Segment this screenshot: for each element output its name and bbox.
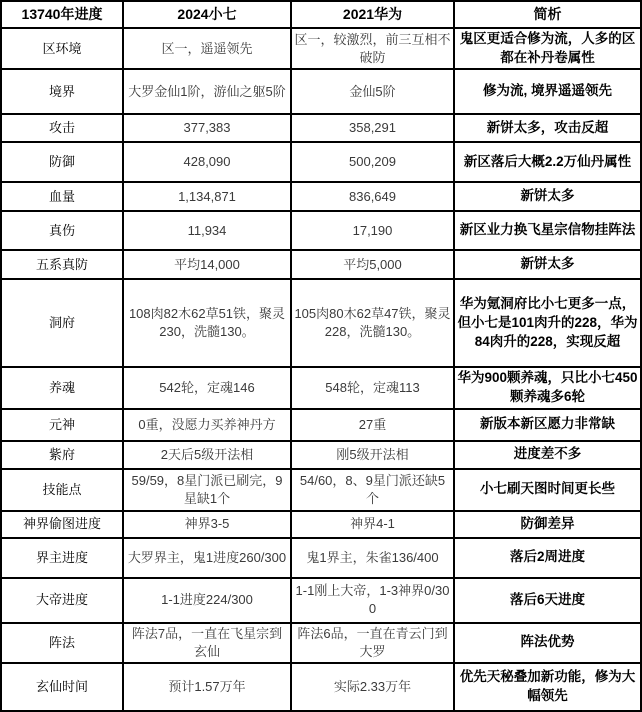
cell-xiaoqi-value: 大罗金仙1阶，游仙之躯5阶 <box>123 69 291 114</box>
cell-huawei-value: 17,190 <box>291 211 454 250</box>
header-progress-year: 13740年进度 <box>1 1 123 28</box>
cell-analysis: 新饼太多，攻击反超 <box>454 114 641 142</box>
table-row <box>1 69 641 114</box>
cell-analysis: 落后6天进度 <box>454 578 641 623</box>
cell-huawei-value: 836,649 <box>291 182 454 211</box>
header-2021-huawei: 2021华为 <box>291 1 454 28</box>
table-row <box>1 211 641 250</box>
cell-analysis: 新区落后大概2.2万仙丹属性 <box>454 142 641 182</box>
cell-xiaoqi-value: 神界3-5 <box>123 511 291 538</box>
table-row <box>1 409 641 441</box>
table-row <box>1 511 641 538</box>
cell-xiaoqi-value: 预计1.57万年 <box>123 663 291 711</box>
row-label: 血量 <box>1 182 123 211</box>
cell-xiaoqi-value: 59/59，8星门派已刷完，9星缺1个 <box>123 469 291 511</box>
cell-analysis: 新版本新区愿力非常缺 <box>454 409 641 441</box>
table-row <box>1 538 641 578</box>
cell-xiaoqi-value: 1-1进度224/300 <box>123 578 291 623</box>
row-label: 神界偷图进度 <box>1 511 123 538</box>
cell-huawei-value: 平均5,000 <box>291 250 454 279</box>
table-row <box>1 469 641 511</box>
cell-huawei-value: 358,291 <box>291 114 454 142</box>
cell-analysis: 小七刷天图时间更长些 <box>454 469 641 511</box>
row-label: 洞府 <box>1 279 123 367</box>
cell-xiaoqi-value: 平均14,000 <box>123 250 291 279</box>
cell-xiaoqi-value: 1,134,871 <box>123 182 291 211</box>
row-label: 境界 <box>1 69 123 114</box>
row-label: 玄仙时间 <box>1 663 123 711</box>
cell-xiaoqi-value: 428,090 <box>123 142 291 182</box>
cell-analysis: 进度差不多 <box>454 441 641 469</box>
cell-analysis: 新区业力换飞星宗信物挂阵法 <box>454 211 641 250</box>
cell-huawei-value: 105肉80木62草47铁，聚灵228，洗髓130。 <box>291 279 454 367</box>
table-row <box>1 28 641 69</box>
cell-analysis: 华为氪洞府比小七更多一点，但小七是101肉升的228，华为84肉升的228，实现反超 <box>454 279 641 367</box>
cell-analysis: 阵法优势 <box>454 623 641 663</box>
cell-huawei-value: 1-1刚上大帝，1-3神界0/300 <box>291 578 454 623</box>
cell-analysis: 新饼太多 <box>454 182 641 211</box>
cell-xiaoqi-value: 11,934 <box>123 211 291 250</box>
cell-huawei-value: 区一，较激烈，前三互相不破防 <box>291 28 454 69</box>
cell-xiaoqi-value: 阵法7品，一直在飞星宗到玄仙 <box>123 623 291 663</box>
table-body <box>1 28 641 711</box>
cell-analysis: 修为流, 境界遥遥领先 <box>454 69 641 114</box>
cell-xiaoqi-value: 108肉82木62草51铁，聚灵230，洗髓130。 <box>123 279 291 367</box>
row-label: 阵法 <box>1 623 123 663</box>
cell-huawei-value: 27重 <box>291 409 454 441</box>
row-label: 五系真防 <box>1 250 123 279</box>
row-label: 元神 <box>1 409 123 441</box>
row-label: 攻击 <box>1 114 123 142</box>
table-row <box>1 182 641 211</box>
header-analysis: 简析 <box>454 1 641 28</box>
cell-huawei-value: 神界4-1 <box>291 511 454 538</box>
row-label: 养魂 <box>1 367 123 408</box>
header-2024-xiaoqi: 2024小七 <box>123 1 291 28</box>
cell-analysis: 鬼区更适合修为流，人多的区都在补丹卷属性 <box>454 28 641 69</box>
cell-xiaoqi-value: 区一，遥遥领先 <box>123 28 291 69</box>
row-label: 界主进度 <box>1 538 123 578</box>
cell-huawei-value: 鬼1界主，朱雀136/400 <box>291 538 454 578</box>
cell-huawei-value: 54/60，8、9星门派还缺5个 <box>291 469 454 511</box>
cell-huawei-value: 阵法6品，一直在青云门到大罗 <box>291 623 454 663</box>
cell-xiaoqi-value: 大罗界主，鬼1进度260/300 <box>123 538 291 578</box>
cell-huawei-value: 实际2.33万年 <box>291 663 454 711</box>
cell-huawei-value: 500,209 <box>291 142 454 182</box>
table-row <box>1 250 641 279</box>
table-row <box>1 441 641 469</box>
cell-xiaoqi-value: 2天后5级开法相 <box>123 441 291 469</box>
cell-analysis: 新饼太多 <box>454 250 641 279</box>
row-label: 技能点 <box>1 469 123 511</box>
table-row <box>1 279 641 367</box>
table-row <box>1 114 641 142</box>
cell-xiaoqi-value: 0重，没愿力买养神丹方 <box>123 409 291 441</box>
cell-xiaoqi-value: 542轮，定魂146 <box>123 367 291 408</box>
cell-xiaoqi-value: 377,383 <box>123 114 291 142</box>
cell-analysis: 优先天秘叠加新功能，修为大幅领先 <box>454 663 641 711</box>
cell-analysis: 华为900颗养魂，只比小七450颗养魂多6轮 <box>454 367 641 408</box>
table-row <box>1 623 641 663</box>
cell-huawei-value: 金仙5阶 <box>291 69 454 114</box>
row-label: 大帝进度 <box>1 578 123 623</box>
cell-analysis: 防御差异 <box>454 511 641 538</box>
cell-analysis: 落后2周进度 <box>454 538 641 578</box>
table-row <box>1 367 641 408</box>
header-row <box>1 1 641 28</box>
table-row <box>1 578 641 623</box>
cell-huawei-value: 548轮，定魂113 <box>291 367 454 408</box>
table-row <box>1 142 641 182</box>
row-label: 紫府 <box>1 441 123 469</box>
cell-huawei-value: 刚5级开法相 <box>291 441 454 469</box>
row-label: 区环境 <box>1 28 123 69</box>
table-row <box>1 663 641 711</box>
row-label: 真伤 <box>1 211 123 250</box>
row-label: 防御 <box>1 142 123 182</box>
